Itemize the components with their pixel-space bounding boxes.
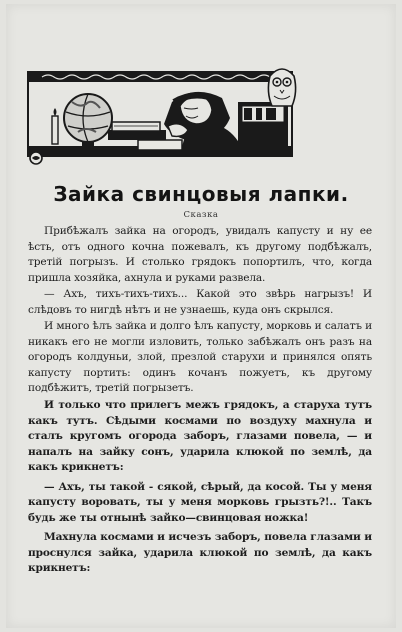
paragraph: Махнула космами и исчезъ заборъ, повела глазами и проснулся зайка, ударила клюкой по землѣ, да какъ крикнетъ: [28, 531, 372, 575]
paragraph: И много ѣлъ зайка и долго ѣлъ капусту, морковь и салатъ и никакъ его не могли изловить, только забѣжалъ онъ разъ на огородъ колдуньи, злой, презлой старухи и принялся опять капусту портить: одинъ кочанъ пожуетъ, къ другому подбѣжитъ, третій погрызетъ. [28, 320, 372, 395]
paragraph: — Ахъ, тихъ-тихъ-тихъ... Какой это звѣрь нагрызъ! И слѣдовъ то нигдѣ нѣтъ и не узнаешь, куда онъ скрылся. [28, 288, 372, 316]
story-body [28, 224, 372, 578]
story-subtitle: Сказка [183, 210, 219, 220]
paragraph: И только что прилегъ межъ грядокъ, а старуха тутъ какъ тутъ. Сѣдыми космами по воздуху махнула и сталъ кругомъ огорода заборъ, глазами повела, — и напалъ на зайку сонъ, ударила клюкой по землѣ, да какъ крикнетъ: [28, 399, 372, 474]
owl-icon [268, 69, 295, 106]
paragraph: Прибѣжалъ зайка на огородъ, увидалъ капусту и ну ее ѣсть, отъ одного кочна пожевалъ, къ другому подбѣжалъ, третій погрызъ. И столько грядокъ попортилъ, что, когда пришла хозяйка, ахнула и руками развела. [28, 225, 372, 284]
story-title: Зайка свинцовыя лапки. [53, 182, 349, 206]
header-illustration [22, 46, 342, 174]
globe-icon [64, 94, 112, 148]
paragraph: — Ахъ, ты такой - сякой, сѣрый, да косой. Ты у меня капусту воровать, ты у меня морковь грызть?!.. Такъ будь же ты отнынѣ зайко—свинцовая ножка! [28, 480, 372, 524]
